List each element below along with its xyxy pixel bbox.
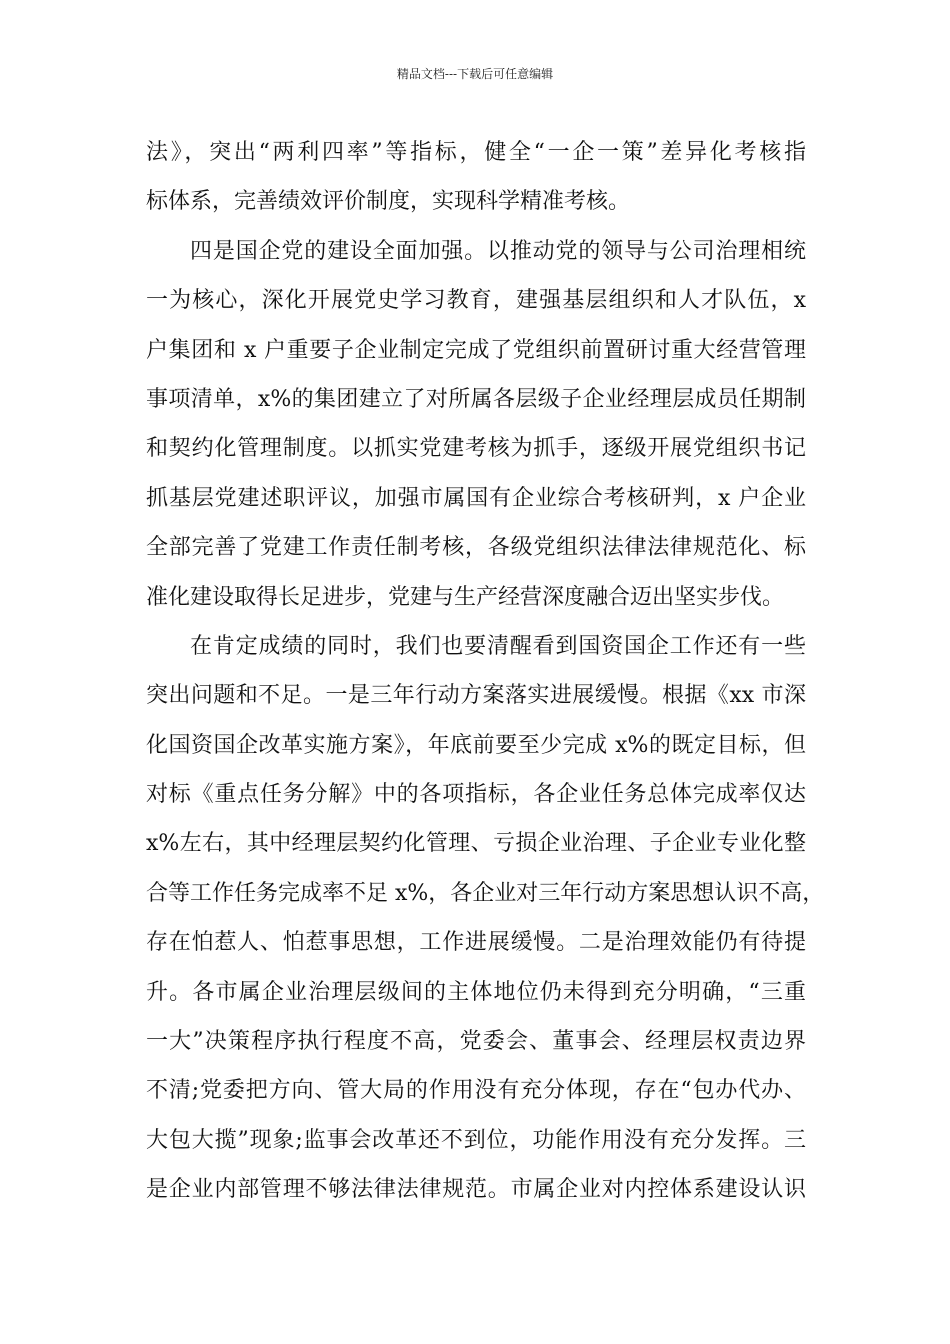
text-line: 存在怕惹人、怕惹事思想，工作进展缓慢。二是治理效能仍有待提 [146, 930, 806, 956]
text-line: 不清;党委把方向、管大局的作用没有充分体现，存在“包办代办、 [146, 1078, 806, 1104]
text-line: 全部完善了党建工作责任制考核，各级党组织法律法律规范化、标 [146, 535, 806, 561]
text-line: 升。各市属企业治理层级间的主体地位仍未得到充分明确，“三重 [146, 979, 806, 1005]
text-line: 一为核心，深化开展党史学习教育，建强基层组织和人才队伍，x [146, 288, 806, 314]
text-line: 合等工作任务完成率不足 x%，各企业对三年行动方案思想认识不高， [146, 880, 825, 906]
text-line: 大包大揽”现象;监事会改革还不到位，功能作用没有充分发挥。三 [146, 1127, 806, 1153]
text-line: 是企业内部管理不够法律法律规范。市属企业对内控体系建设认识 [146, 1177, 806, 1203]
page-header: 精品文档---下载后可任意编辑 [396, 67, 554, 81]
text-line: 对标《重点任务分解》中的各项指标，各企业任务总体完成率仅达 [146, 782, 806, 808]
text-line: 突出问题和不足。一是三年行动方案落实进展缓慢。根据《xx 市深 [146, 683, 806, 709]
text-line: 标体系，完善绩效评价制度，实现科学精准考核。 [146, 189, 631, 215]
paragraph-first-line: 在肯定成绩的同时，我们也要清醒看到国资国企工作还有一些 [190, 633, 806, 659]
text-line: 法》，突出“两利四率”等指标，健全“一企一策”差异化考核指 [146, 140, 806, 165]
text-line: 准化建设取得长足进步，党建与生产经营深度融合迈出坚实步伐。 [146, 584, 785, 610]
text-line: 和契约化管理制度。以抓实党建考核为抓手，逐级开展党组织书记 [146, 436, 806, 462]
text-line: 户集团和 x 户重要子企业制定完成了党组织前置研讨重大经营管理 [146, 337, 806, 363]
paragraph-first-line: 四是国企党的建设全面加强。以推动党的领导与公司治理相统 [190, 238, 806, 264]
text-line: x%左右，其中经理层契约化管理、亏损企业治理、子企业专业化整 [146, 831, 806, 857]
text-line: 一大”决策程序执行程度不高，党委会、董事会、经理层权责边界 [146, 1029, 806, 1055]
text-line: 抓基层党建述职评议，加强市属国有企业综合考核研判，x 户企业 [146, 485, 806, 511]
text-line: 化国资国企改革实施方案》，年底前要至少完成 x%的既定目标，但 [146, 732, 806, 758]
text-line: 事项清单，x%的集团建立了对所属各层级子企业经理层成员任期制 [146, 386, 806, 412]
document-body [146, 128, 825, 1215]
